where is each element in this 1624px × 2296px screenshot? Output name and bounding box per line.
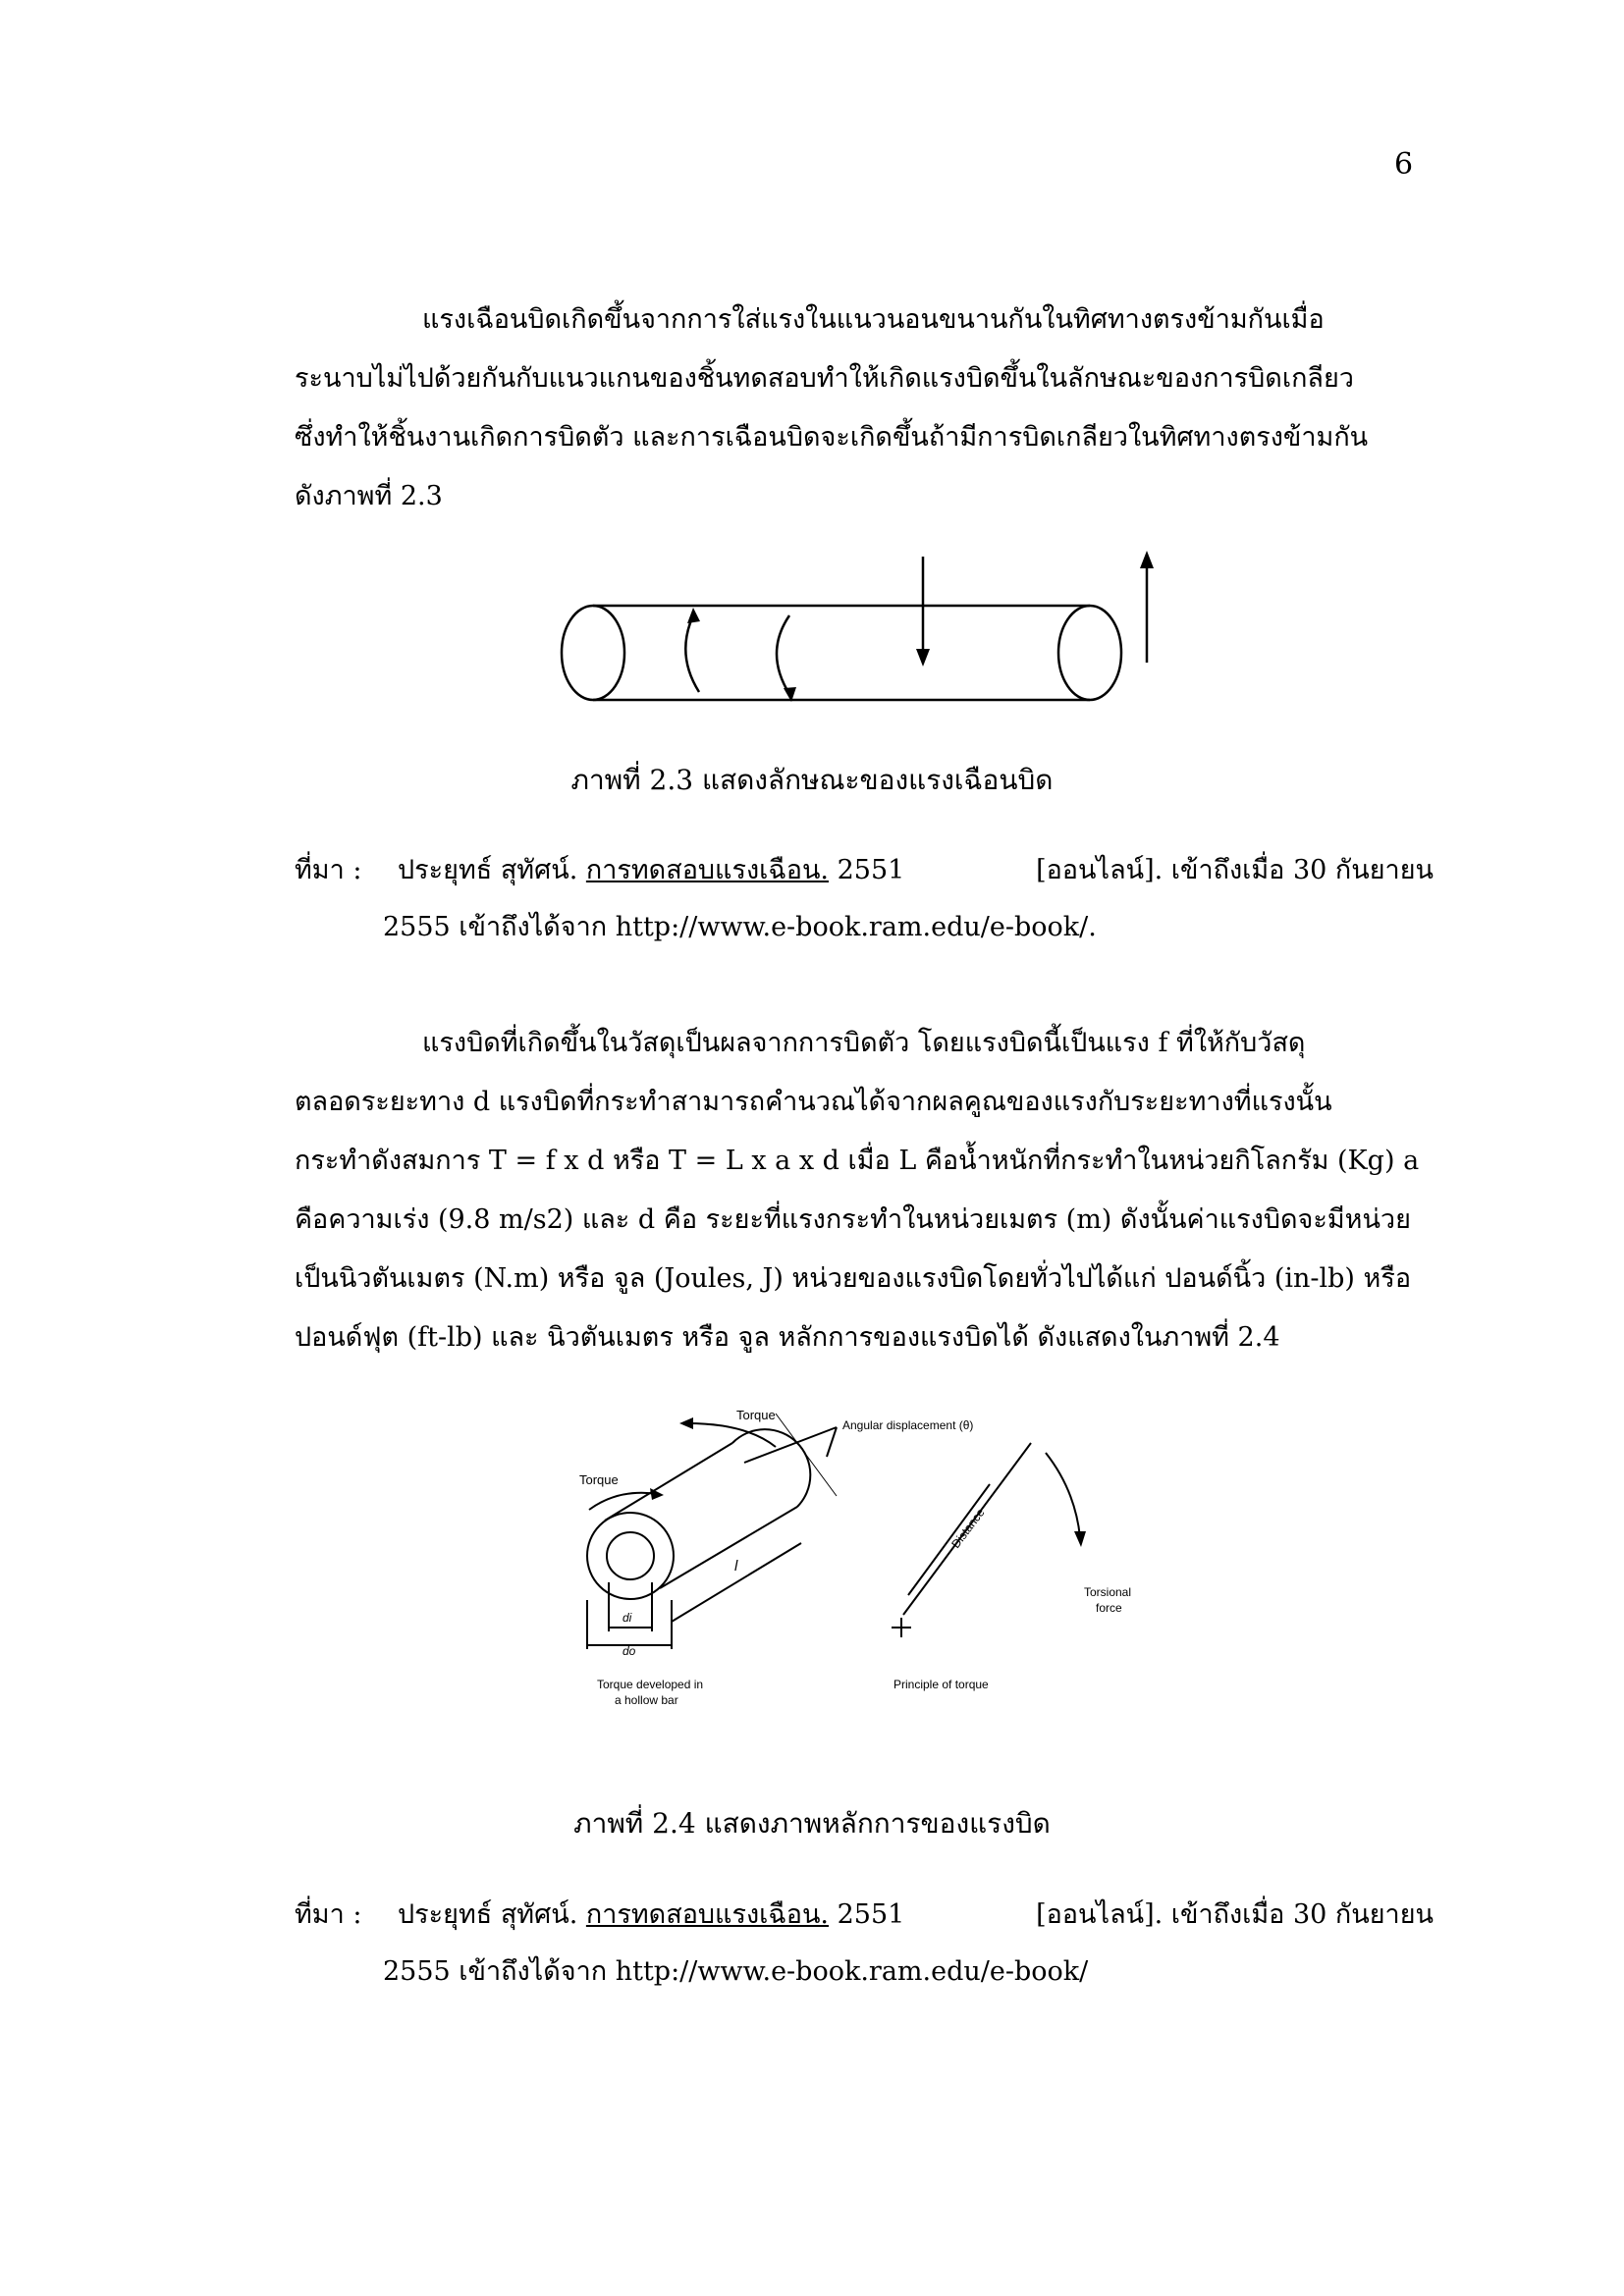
paragraph-line: ตลอดระยะทาง d แรงบิดที่กระทำสามารถคำนวณได้จากผลคูณของแรงกับระยะทางที่แรงนั้น	[295, 1087, 1332, 1117]
figure-2-4-source	[295, 1887, 1434, 2001]
paragraph-line: ดังภาพที่ 2.3	[295, 481, 443, 511]
label-outer-diameter: do	[623, 1644, 636, 1658]
paragraph-line: กระทำดังสมการ T = f x d หรือ T = L x a x d เมื่อ L คือน้ำหนักที่กระทำในหน่วยกิโลกรัม (Kg) a	[295, 1146, 1420, 1176]
paragraph-line: แรงบิดที่เกิดขึ้นในวัสดุเป็นผลจากการบิดตัว โดยแรงบิดนี้เป็นแรง f ที่ให้กับวัสดุ	[422, 1028, 1306, 1058]
twist-arrow-1	[685, 615, 699, 692]
cylinder-right-end	[1058, 606, 1121, 700]
paragraph-line: เป็นนิวตันเมตร (N.m) หรือ จูล (Joules, J) หน่วยของแรงบิดโดยทั่วไปได้แก่ ปอนด์นิ้ว (in-lb) หรือ	[295, 1263, 1412, 1294]
paragraph-torque	[295, 1014, 1434, 1367]
label-hollow-bar-2: a hollow bar	[615, 1693, 678, 1707]
bar-inner-circle	[607, 1532, 654, 1579]
source-author: ประยุทธ์ สุทัศน์.	[398, 1899, 578, 1930]
paragraph-torsional-shear	[295, 291, 1434, 526]
label-torsional: Torsional	[1084, 1585, 1132, 1599]
label-length: l	[734, 1558, 738, 1575]
source-title: การทดสอบแรงเฉือน.	[585, 855, 830, 885]
bar-outer-circle	[587, 1513, 674, 1599]
source-accessed: เข้าถึงเมื่อ 30 กันยายน	[1170, 1899, 1434, 1930]
source-year: 2551	[837, 855, 905, 885]
figure-2-3-source	[295, 842, 1434, 956]
label-angular-displacement: Angular displacement (θ)	[842, 1418, 974, 1432]
figure-2-4-torque-diagram	[569, 1404, 1178, 1728]
source-accessed: เข้าถึงเมื่อ 30 กันยายน	[1170, 855, 1434, 885]
source-title: การทดสอบแรงเฉือน.	[585, 1899, 830, 1930]
figure-2-3-cylinder-diagram	[550, 545, 1159, 702]
label-inner-diameter: di	[623, 1611, 632, 1625]
bar-bottom-edge	[660, 1507, 797, 1588]
figure-2-4-caption: ภาพที่ 2.4 แสดงภาพหลักการของแรงบิด	[573, 1807, 1051, 1840]
source-label: ที่มา :	[295, 855, 362, 885]
paragraph-line: คือความเร่ง (9.8 m/s2) และ d คือ ระยะที่แรงกระทำในหน่วยเมตร (m) ดังนั้นค่าแรงบิดจะมีหน่วย	[295, 1204, 1411, 1235]
page-number: 6	[1394, 147, 1414, 182]
label-principle-of-torque: Principle of torque	[893, 1678, 989, 1691]
cylinder-left-end	[562, 606, 624, 700]
label-force: force	[1096, 1601, 1122, 1615]
source-online: [ออนไลน์].	[1036, 855, 1164, 885]
label-distance: Distance	[948, 1506, 988, 1551]
label-torque-left: Torque	[579, 1472, 619, 1487]
distance-line	[908, 1484, 990, 1595]
source-url-line: 2555 เข้าถึงได้จาก http://www.e-book.ram.edu/e-book/	[383, 1956, 1089, 1987]
source-author: ประยุทธ์ สุทัศน์.	[398, 855, 578, 885]
torsional-force-arrow	[1046, 1453, 1080, 1537]
source-year: 2551	[837, 1899, 905, 1930]
label-hollow-bar-1: Torque developed in	[597, 1678, 704, 1691]
paragraph-line: ระนาบไม่ไปด้วยกันกับแนวแกนของชิ้นทดสอบทำให้เกิดแรงบิดขึ้นในลักษณะของการบิดเกลียว	[295, 363, 1354, 394]
paragraph-line: แรงเฉือนบิดเกิดขึ้นจากการใส่แรงในแนวนอนขนานกันในทิศทางตรงข้ามกันเมื่อ	[422, 304, 1325, 335]
bar-top-edge	[605, 1443, 732, 1521]
twist-arrow-2	[777, 615, 789, 694]
source-label: ที่มา :	[295, 1899, 362, 1930]
figure-2-3-caption: ภาพที่ 2.3 แสดงลักษณะของแรงเฉือนบิด	[570, 764, 1054, 796]
paragraph-line: ปอนด์ฟุต (ft-lb) และ นิวตันเมตร หรือ จูล หลักการของแรงบิดได้ ดังแสดงในภาพที่ 2.4	[295, 1322, 1280, 1353]
source-online: [ออนไลน์].	[1036, 1899, 1164, 1930]
source-url-line: 2555 เข้าถึงได้จาก http://www.e-book.ram.edu/e-book/.	[383, 912, 1097, 942]
label-torque-top: Torque	[736, 1408, 776, 1422]
paragraph-line: ซึ่งทำให้ชิ้นงานเกิดการบิดตัว และการเฉือนบิดจะเกิดขึ้นถ้ามีการบิดเกลียวในทิศทางตรงข้ามกัน	[295, 422, 1369, 453]
